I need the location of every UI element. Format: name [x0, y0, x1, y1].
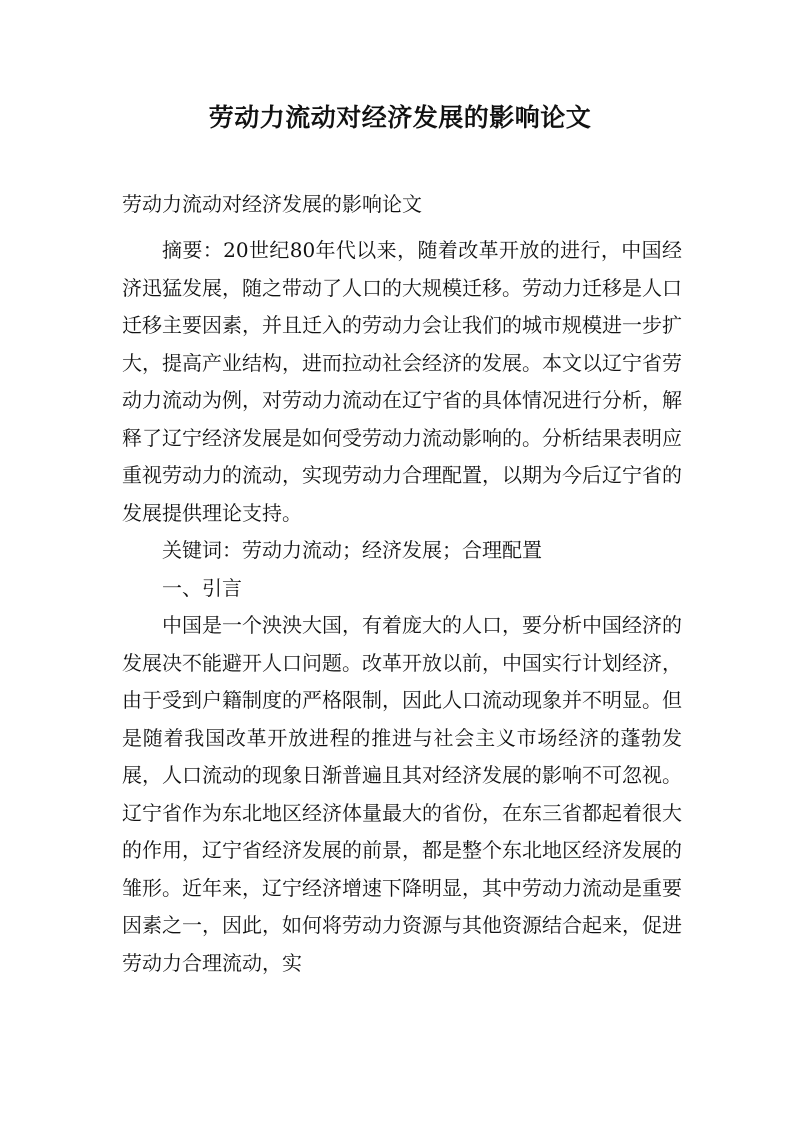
introduction-paragraph: 中国是一个泱泱大国，有着庞大的人口，要分析中国经济的发展决不能避开人口问题。改革开放以前，中国实行计划经济，由于受到户籍制度的严格限制，因此人口流动现象并不明显。但是随着我国改革开放进程的推进与社会主义市场经济的蓬勃发展，人口流动的现象日渐普遍且其对经济发展的影响不可忽视。辽宁省作为东北地区经济体量最大的省份，在东三省都起着很大的作用，辽宁省经济发展的前景，都是整个东北地区经济发展的雏形。近年来，辽宁经济增速下降明显，其中劳动力流动是重要因素之一，因此，如何将劳动力资源与其他资源结合起来，促进劳动力合理流动，实 — [122, 613, 682, 975]
abstract-paragraph: 摘要：20世纪80年代以来，随着改革开放的进行，中国经济迅猛发展，随之带动了人口的大规模迁移。劳动力迁移是人口迁移主要因素，并且迁入的劳动力会让我们的城市规模进一步扩大，提高产业结构，进而拉动社会经济的发展。本文以辽宁省劳动力流动为例，对劳动力流动在辽宁省的具体情况进行分析，解释了辽宁经济发展是如何受劳动力流动影响的。分析结果表明应重视劳动力的流动，实现劳动力合理配置，以期为今后辽宁省的发展提供理论支持。 — [122, 238, 682, 525]
document-subtitle: 劳动力流动对经济发展的影响论文 — [122, 192, 422, 216]
document-title: 劳动力流动对经济发展的影响论文 — [208, 103, 592, 132]
keywords-line: 关键词：劳动力流动；经济发展；合理配置 — [162, 538, 542, 562]
document-body — [122, 232, 682, 982]
section-heading-introduction: 一、引言 — [162, 575, 242, 600]
